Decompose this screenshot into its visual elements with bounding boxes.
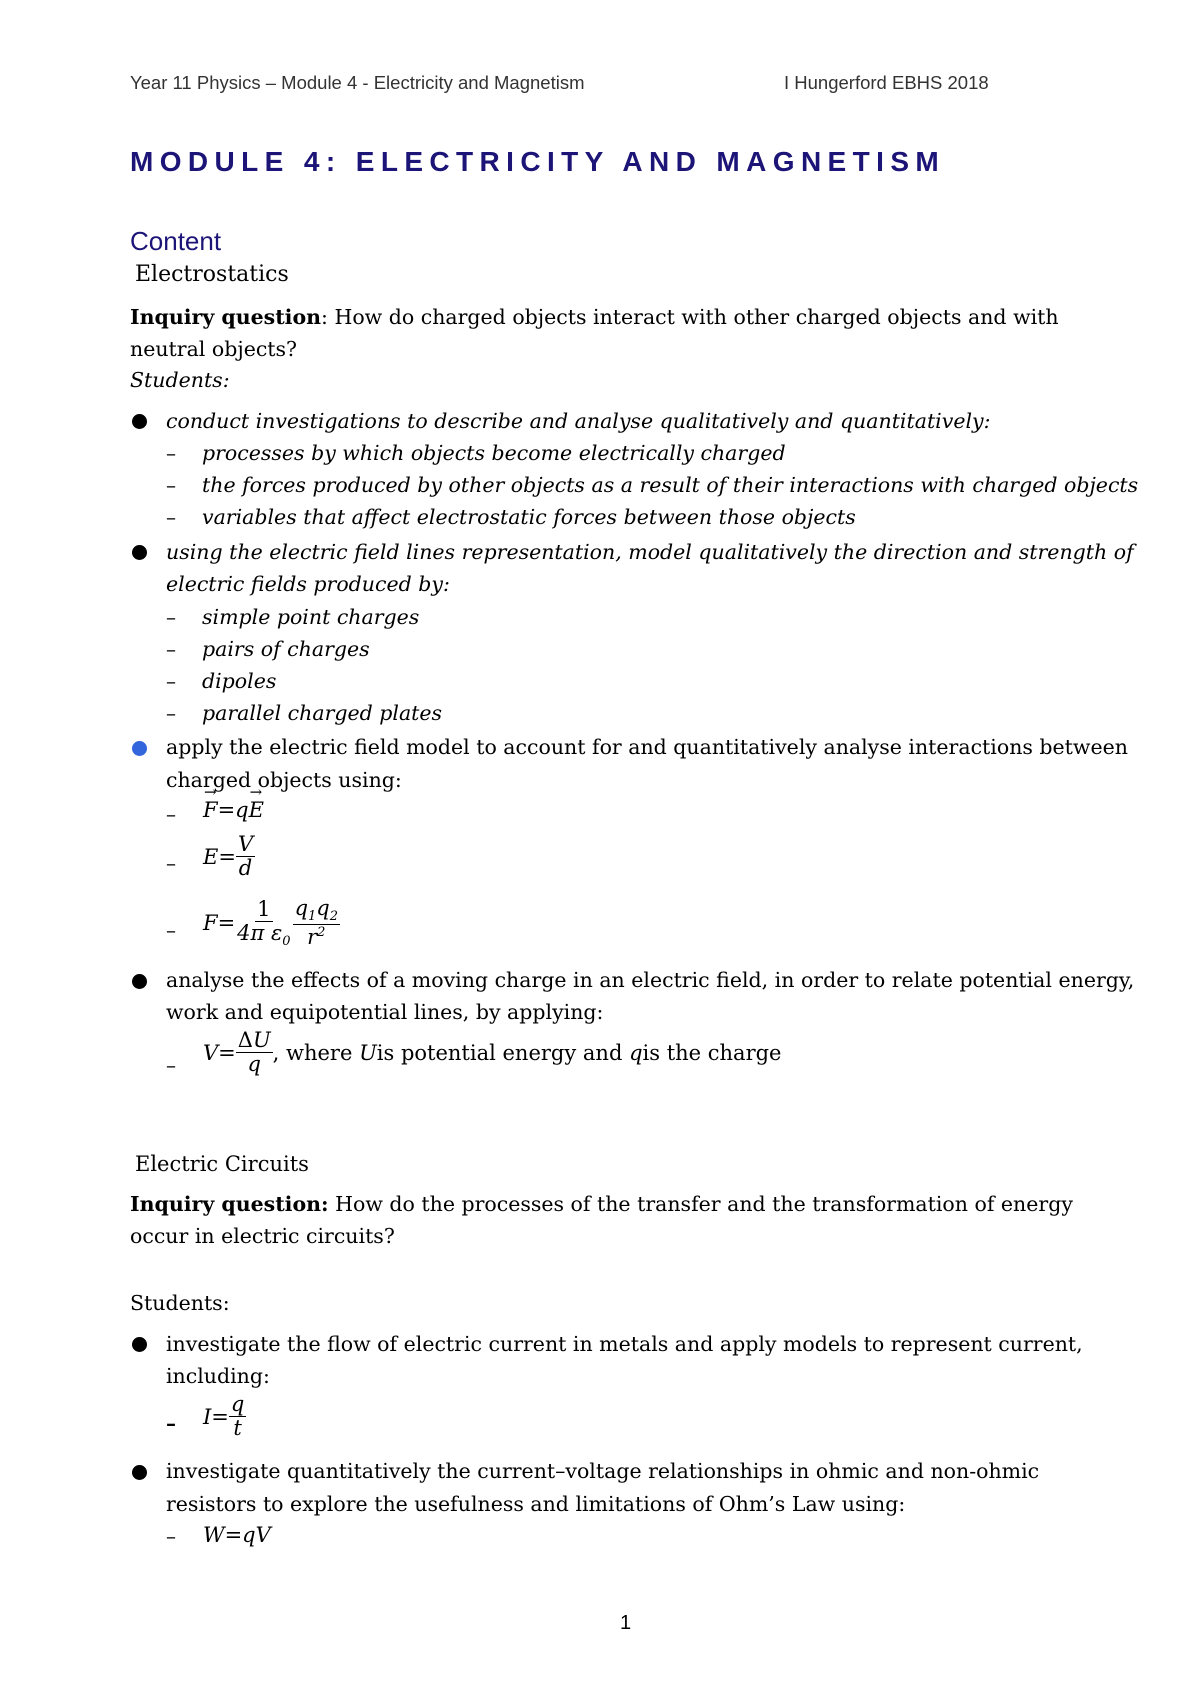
equation-e-vd: E= $\frac{V}{d}$ <box>203 832 254 880</box>
dash-icon: – <box>166 851 176 875</box>
inquiry-label: Inquiry question: <box>130 1192 329 1216</box>
students-label: Students: <box>130 1291 230 1315</box>
dash-icon: – <box>166 605 176 629</box>
equation-w-qv: W=qV <box>203 1523 271 1547</box>
bullet-text: investigate the flow of electric current in metals and apply models to represent current, <box>166 1332 1083 1356</box>
inquiry-question-cont: occur in electric circuits? <box>130 1224 395 1248</box>
inquiry-question <box>130 1191 1073 1217</box>
section-title-electric-circuits: Electric Circuits <box>135 1152 309 1176</box>
bullet-text: using the electric field lines representation, model qualitatively the direction and strength of <box>166 540 1134 564</box>
bullet-text: analyse the effects of a moving charge in an electric field, in order to relate potential energy, <box>166 968 1135 992</box>
bullet-text-cont: work and equipotential lines, by applying: <box>166 1000 604 1024</box>
equation-i-qt: I= $\frac{q}{t}$ <box>203 1392 245 1440</box>
equation-f-qe: → F =q → E <box>203 798 264 822</box>
bullet-icon <box>132 414 147 429</box>
equation-v-du-q: V= $\frac{\Delta U}{q}$ , where U is potential energy and q is the charge <box>203 1028 782 1076</box>
module-title: MODULE 4: ELECTRICITY AND MAGNETISM <box>130 146 946 177</box>
dash-icon: – <box>166 505 176 529</box>
sub-item: variables that affect electrostatic forces between those objects <box>202 505 856 529</box>
content-heading: Content <box>130 226 222 256</box>
dash-icon: – <box>166 637 176 661</box>
bullet-text: apply the electric field model to account for and quantitatively analyse interactions between <box>166 735 1128 759</box>
bullet-text: investigate quantitatively the current–voltage relationships in ohmic and non-ohmic <box>166 1459 1040 1483</box>
bullet-text-cont: electric fields produced by: <box>166 572 450 596</box>
dash-icon: – <box>166 669 176 693</box>
dash-icon: – <box>166 701 176 725</box>
inquiry-text: How do the processes of the transfer and the transformation of energy <box>328 1192 1073 1216</box>
dash-icon: – <box>166 918 176 942</box>
dash-icon: – <box>166 441 176 465</box>
dash-icon: – <box>166 1411 176 1435</box>
page-number: 1 <box>620 1612 632 1634</box>
dash-icon: – <box>166 473 176 497</box>
sub-item: processes by which objects become electrically charged <box>202 441 786 465</box>
sub-item: parallel charged plates <box>202 701 443 725</box>
bullet-text-cont: resistors to explore the usefulness and limitations of Ohm’s Law using: <box>166 1492 906 1516</box>
dash-icon: – <box>166 1524 176 1548</box>
bullet-text: conduct investigations to describe and analyse qualitatively and quantitatively: <box>166 409 991 433</box>
inquiry-label: Inquiry question <box>130 305 322 329</box>
sub-item: pairs of charges <box>202 637 370 661</box>
bullet-text-cont: including: <box>166 1364 270 1388</box>
header-left: Year 11 Physics – Module 4 - Electricity and Magnetism <box>130 72 585 93</box>
inquiry-text: : How do charged objects interact with other charged objects and with <box>321 305 1059 329</box>
section-title-electrostatics: Electrostatics <box>135 262 289 287</box>
sub-item: dipoles <box>202 669 277 693</box>
inquiry-question <box>130 304 1059 330</box>
bullet-text-cont: charged objects using: <box>166 768 402 792</box>
dash-icon: – <box>166 1053 176 1077</box>
bullet-icon <box>132 974 147 989</box>
sub-item: simple point charges <box>202 605 420 629</box>
bullet-icon <box>132 1465 147 1480</box>
bullet-icon <box>132 741 147 756</box>
bullet-icon <box>132 1337 147 1352</box>
equation-coulomb: F= $\frac{1}{4\pi \varepsilon_0}$ $\frac{q_1q_2}{r^2}$ <box>203 896 339 950</box>
bullet-icon <box>132 545 147 560</box>
header-right: I Hungerford EBHS 2018 <box>784 72 989 93</box>
inquiry-question-cont: neutral objects? <box>130 337 298 361</box>
dash-icon: – <box>166 802 176 826</box>
students-label: Students: <box>130 368 230 392</box>
sub-item: the forces produced by other objects as a result of their interactions with charged objects <box>202 473 1139 497</box>
